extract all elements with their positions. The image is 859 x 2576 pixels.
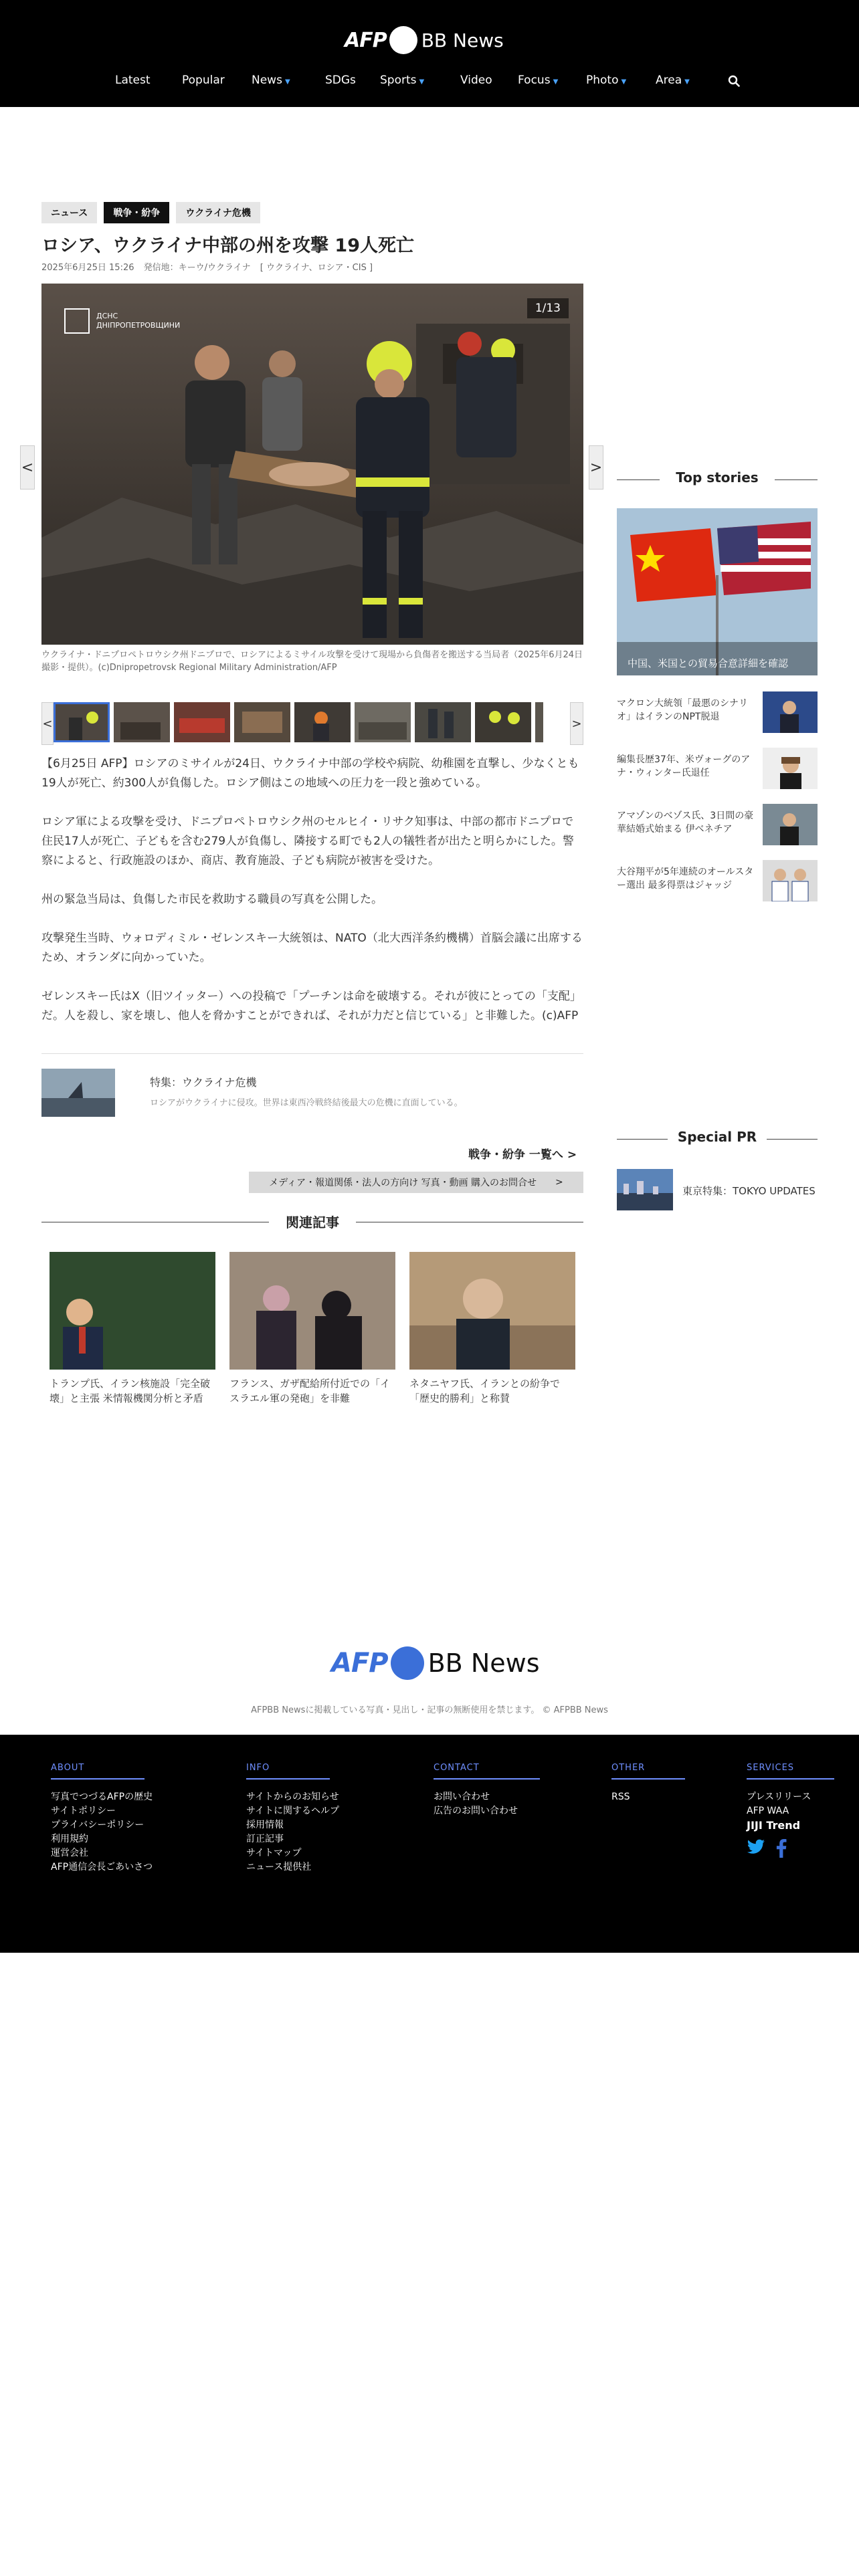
special-pr-item[interactable] bbox=[617, 1169, 818, 1212]
article-paragraph: 【6月25日 AFP】ロシアのミサイルが24日、ウクライナ中部の学校や病院、幼稚園を直撃し、少なくとも19人が死亡、約300人が負傷した。ロシア側はこの地域への圧力を一段と強めている。 bbox=[41, 757, 579, 790]
tag-news[interactable]: ニュース bbox=[41, 202, 97, 223]
article-paragraph: 州の緊急当局は、負傷した市民を救助する職員の写真を公開した。 bbox=[41, 893, 383, 906]
related-card[interactable] bbox=[229, 1252, 395, 1406]
related-heading bbox=[41, 1212, 583, 1232]
article-meta bbox=[41, 260, 379, 273]
footer-link[interactable]: サイトからのお知らせ bbox=[246, 1792, 339, 1802]
story-title: 大谷翔平が5年連続のオールスター選出 最多得票はジャッジ bbox=[617, 867, 754, 891]
footer-link[interactable]: 広告のお問い合わせ bbox=[434, 1806, 518, 1816]
watermark-text: ДСНС bbox=[96, 312, 118, 320]
chevron-down-icon: ▼ bbox=[621, 78, 627, 86]
footer-logo[interactable] bbox=[331, 1646, 540, 1680]
watermark-text: ДНІПРОПЕТРОВЩИНИ bbox=[96, 321, 181, 330]
story-thumbnail bbox=[763, 691, 818, 733]
story-title: アマゾンのベゾス氏、3日間の豪華結婚式始まる 伊ベネチア bbox=[617, 811, 754, 835]
chevron-right-icon: > bbox=[555, 1177, 563, 1188]
special-pr-heading bbox=[617, 1129, 818, 1149]
rescue-scene-image bbox=[41, 284, 583, 645]
nav-item-video[interactable] bbox=[460, 74, 492, 87]
thumbnail[interactable] bbox=[294, 702, 351, 742]
tag-war[interactable]: 戦争・紛争 bbox=[104, 202, 169, 223]
footer-link[interactable]: サイトポリシー bbox=[51, 1806, 116, 1816]
nav-label: SDGs bbox=[325, 74, 356, 87]
more-war-link[interactable] bbox=[468, 1145, 577, 1162]
nav-label: Area bbox=[656, 74, 682, 87]
special-pr-label: Special PR bbox=[677, 1129, 757, 1145]
site-logo[interactable] bbox=[345, 25, 504, 55]
footer-col-about bbox=[51, 1760, 153, 1874]
nav-item-news[interactable] bbox=[252, 74, 290, 87]
thumb-next-button[interactable]: > bbox=[570, 702, 583, 745]
footer-link[interactable]: JIJI Trend bbox=[747, 1819, 801, 1832]
footer-logo-bb: BB News bbox=[427, 1648, 540, 1678]
tag-ukraine-crisis[interactable]: ウクライナ危機 bbox=[176, 202, 260, 223]
footer-col-info bbox=[246, 1760, 339, 1874]
nav-item-popular[interactable] bbox=[182, 74, 225, 87]
twitter-icon[interactable] bbox=[747, 1839, 765, 1855]
footer-link[interactable]: お問い合わせ bbox=[434, 1792, 490, 1802]
media-inquiry-label: メディア・報道関係・法人の方向け 写真・動画 購入のお問合せ bbox=[269, 1178, 537, 1188]
nav-label: Sports bbox=[380, 74, 417, 87]
top-stories-heading bbox=[617, 469, 818, 490]
story-thumbnail bbox=[763, 860, 818, 901]
footer-link[interactable]: 写真でつづるAFPの歴史 bbox=[51, 1792, 153, 1802]
footer-link[interactable]: プライバシーポリシー bbox=[51, 1820, 145, 1830]
footer-col-other bbox=[611, 1760, 685, 1804]
nav-item-area[interactable] bbox=[656, 74, 690, 87]
footer-heading: OTHER bbox=[611, 1763, 685, 1780]
feature-thumbnail bbox=[41, 1069, 115, 1117]
related-card[interactable] bbox=[50, 1252, 215, 1406]
footer-heading: ABOUT bbox=[51, 1763, 145, 1780]
nav-item-photo[interactable] bbox=[586, 74, 626, 87]
footer-heading: SERVICES bbox=[747, 1763, 834, 1780]
logo-afp-text: AFP bbox=[345, 28, 387, 52]
chevron-right-icon: > bbox=[567, 1148, 577, 1162]
thumbnail[interactable] bbox=[415, 702, 471, 742]
social-links bbox=[747, 1839, 834, 1858]
top-story-item[interactable] bbox=[617, 860, 818, 904]
related-title: ネタニヤフ氏、イランとの紛争で「歴史的勝利」と称賛 bbox=[409, 1378, 561, 1404]
more-link-label: 戦争・紛争 一覧へ bbox=[468, 1148, 563, 1162]
article-date: 2025年6月25日 15:26 bbox=[41, 263, 134, 273]
copyright: AFPBB Newsに掲載している写真・見出し・記事の無断使用を禁じます。 © AFPBB News bbox=[251, 1705, 608, 1715]
thumbnail[interactable] bbox=[54, 702, 110, 742]
related-image bbox=[409, 1252, 575, 1370]
footer-link[interactable]: ニュース提供社 bbox=[246, 1862, 312, 1872]
site-footer bbox=[0, 1735, 859, 1953]
prev-photo-button[interactable]: < bbox=[20, 445, 35, 490]
thumbnail[interactable] bbox=[174, 702, 230, 742]
thumb-prev-button[interactable]: < bbox=[41, 702, 54, 745]
divider bbox=[767, 1139, 818, 1140]
nav-item-sports[interactable] bbox=[380, 74, 424, 87]
related-heading-label: 関連記事 bbox=[286, 1214, 339, 1230]
logo-circle-icon bbox=[389, 26, 417, 54]
footer-link[interactable]: 訂正記事 bbox=[246, 1834, 284, 1844]
top-story-item[interactable] bbox=[617, 691, 818, 736]
thumbnail[interactable] bbox=[475, 702, 531, 742]
related-title: トランプ氏、イラン核施設「完全破壊」と主張 米情報機関分析と矛盾 bbox=[50, 1378, 211, 1404]
main-photo[interactable] bbox=[41, 284, 583, 645]
nav-label: News bbox=[252, 74, 282, 87]
thumbnail[interactable] bbox=[234, 702, 290, 742]
top-story-item[interactable] bbox=[617, 804, 818, 848]
top-story-main[interactable] bbox=[617, 508, 818, 675]
thumbnail[interactable] bbox=[355, 702, 411, 742]
footer-col-services bbox=[747, 1760, 834, 1858]
story-thumbnail bbox=[763, 748, 818, 789]
top-story-item[interactable] bbox=[617, 748, 818, 792]
footer-logo-afp: AFP bbox=[331, 1648, 388, 1679]
thumbnail[interactable] bbox=[535, 702, 543, 742]
article-paragraph: ロシア軍による攻撃を受け、ドニプロペトロウシク州のセルヒイ・リサク知事は、中部の都市ドニプロで住民17人が死亡、子どもを含む279人が負傷し、隣接する町でも2人の犠牲者が出たと明らかにした。警察によると、行政施設のほか、商店、教育施設、子ども病院が被害を受けた。 bbox=[41, 815, 574, 867]
site-header bbox=[0, 0, 859, 107]
footer-heading: CONTACT bbox=[434, 1763, 540, 1780]
footer-link[interactable]: 運営会社 bbox=[51, 1848, 88, 1858]
chevron-down-icon: ▼ bbox=[284, 78, 290, 86]
footer-link[interactable]: 採用情報 bbox=[246, 1820, 284, 1830]
divider bbox=[775, 479, 818, 480]
article-paragraph: 攻撃発生当時、ウォロディミル・ゼレンスキー大統領は、NATO（北大西洋条約機構）首脳会議に出席するため、オランダに向かっていた。 bbox=[41, 932, 583, 964]
related-title: フランス、ガザ配給所付近での「イスラエル軍の発砲」を非難 bbox=[229, 1378, 391, 1404]
photo-caption: ウクライナ・ドニプロペトロウシク州ドニプロで、ロシアによるミサイル攻撃を受けて現場から負傷者を搬送する当局者（2025年6月24日撮影・提供）。(c)Dnipropetrovsk Regional Military Administration/AFP bbox=[41, 650, 583, 673]
article-regions[interactable]: [ ウクライナ、ロシア・CIS ] bbox=[260, 263, 373, 273]
nav-label: Video bbox=[460, 74, 492, 87]
next-photo-button[interactable]: > bbox=[589, 445, 603, 490]
story-thumbnail bbox=[763, 804, 818, 845]
nav-label: Photo bbox=[586, 74, 619, 87]
nav-item-focus[interactable] bbox=[518, 74, 558, 87]
top-story-caption: 中国、米国との貿易合意詳細を確認 bbox=[628, 657, 789, 669]
footer-link[interactable]: 利用規約 bbox=[51, 1834, 88, 1844]
story-title: 編集長歴37年、米ヴォーグのアナ・ウィンター氏退任 bbox=[617, 754, 751, 778]
facebook-icon[interactable] bbox=[776, 1839, 787, 1858]
pr-title: 東京特集：TOKYO UPDATES bbox=[682, 1185, 816, 1197]
related-image bbox=[229, 1252, 395, 1370]
footer-link[interactable]: プレスリリース bbox=[747, 1792, 812, 1802]
photo-counter: 1/13 bbox=[527, 298, 569, 318]
article-paragraph: ゼレンスキー氏はX（旧ツイッター）への投稿で「プーチンは命を破壊する。それが彼にとっての「支配」だ。人を殺し、家を壊し、他人を脅かすことができれば、それが力だと信じている」と非難した。(c)AFP bbox=[41, 990, 581, 1023]
media-inquiry-button[interactable] bbox=[249, 1172, 583, 1193]
footer-col-contact bbox=[434, 1760, 540, 1818]
nav-label: Focus bbox=[518, 74, 551, 87]
feature-description: ロシアがウクライナに侵攻。世界は東西冷戦終結後最大の危機に直面している。 bbox=[150, 1098, 463, 1108]
chevron-down-icon: ▼ bbox=[684, 78, 690, 86]
nav-label: Popular bbox=[182, 74, 225, 87]
footer-heading: INFO bbox=[246, 1763, 330, 1780]
story-title: マクロン大統領「最悪のシナリオ」はイランのNPT脱退 bbox=[617, 698, 748, 722]
footer-link[interactable]: サイトに関するヘルプ bbox=[246, 1806, 340, 1816]
thumbnail-strip bbox=[41, 701, 583, 746]
feature-title: 特集：ウクライナ危機 bbox=[150, 1076, 257, 1089]
page-title: ロシア、ウクライナ中部の州を攻撃 19人死亡 bbox=[41, 235, 415, 256]
feature-link[interactable] bbox=[41, 1053, 583, 1127]
logo-bb-text: BB News bbox=[421, 29, 504, 51]
related-image bbox=[50, 1252, 215, 1370]
nav-item-sdgs[interactable] bbox=[325, 74, 356, 87]
footer-logo-circle-icon bbox=[391, 1646, 424, 1680]
chevron-down-icon: ▼ bbox=[419, 78, 425, 86]
footer-link[interactable]: AFP通信会長ごあいさつ bbox=[51, 1862, 153, 1872]
chevron-down-icon: ▼ bbox=[553, 78, 559, 86]
thumbnail[interactable] bbox=[114, 702, 170, 742]
pr-thumbnail bbox=[617, 1169, 673, 1210]
footer-link[interactable]: AFP WAA bbox=[747, 1806, 789, 1816]
footer-link[interactable]: サイトマップ bbox=[246, 1848, 302, 1858]
breadcrumb bbox=[41, 202, 260, 223]
search-icon[interactable] bbox=[728, 75, 740, 87]
article-dateline: 発信地：キーウ/ウクライナ bbox=[143, 263, 251, 273]
footer-link[interactable]: RSS bbox=[611, 1792, 630, 1802]
related-card[interactable] bbox=[409, 1252, 575, 1406]
top-stories-label: Top stories bbox=[676, 469, 759, 486]
nav-item-latest[interactable] bbox=[115, 74, 151, 87]
article-body bbox=[41, 754, 583, 1045]
nav-label: Latest bbox=[115, 74, 151, 87]
